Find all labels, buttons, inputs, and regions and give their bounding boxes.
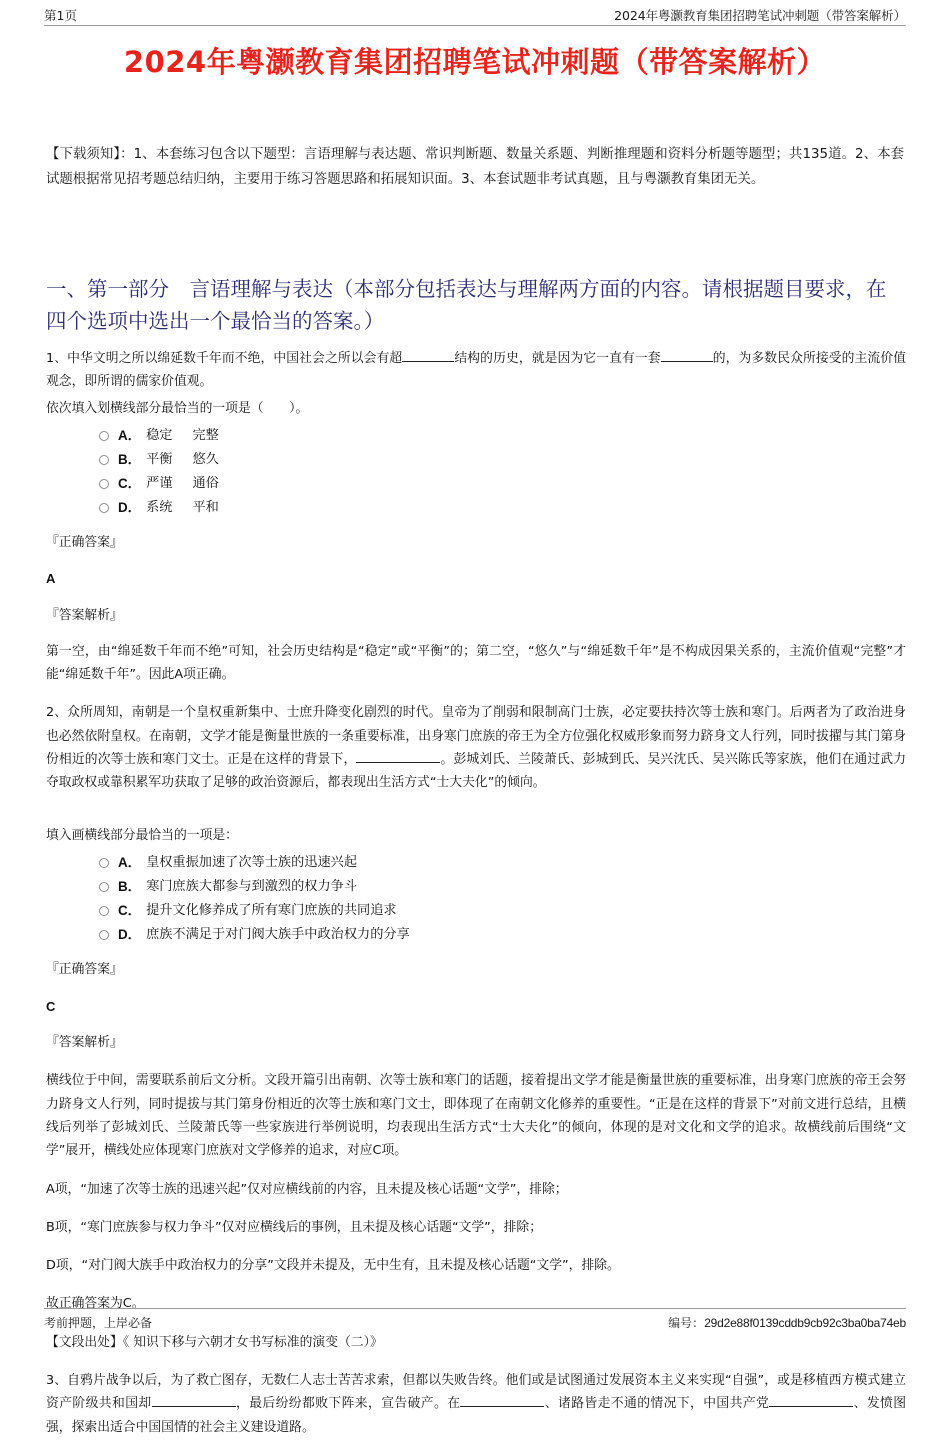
question-1-stem (46, 347, 906, 394)
question-1-answer-value: A (46, 570, 56, 586)
option-text-first: 平衡 (146, 451, 173, 467)
question-1-analysis-label: 『答案解析』 (46, 607, 123, 623)
option-text: 提升文化修养成了所有寒门庶族的共同追求 (146, 903, 397, 919)
option-letter: B． (118, 451, 142, 467)
running-header (44, 8, 906, 26)
radio-button-icon[interactable] (99, 455, 109, 465)
question-2-source: 【文段出处】《 知识下移与六朝才女书写标准的演变（二）》 (46, 1334, 383, 1350)
option-text-first: 系统 (146, 499, 173, 515)
q1-stem-part-a: 1、中华文明之所以绵延数千年而不绝，中国社会之所以会有超 (46, 351, 403, 366)
question-3 (46, 1369, 906, 1439)
question-1 (46, 347, 906, 686)
question-body (46, 347, 906, 1452)
option-letter: A． (118, 855, 142, 871)
footer-code-label: 编号： (668, 1316, 705, 1330)
option-b[interactable] (46, 448, 906, 472)
option-c[interactable] (46, 899, 906, 923)
option-text-first: 严谨 (146, 475, 173, 491)
q2-stem-part-a: 2、众所周知，南朝是一个皇权重新集中、士庶升降变化剧烈的时代。皇帝为了削弱和限制高门士族，必定要扶持次等士族和寒门。后两者为了政治进身也必然依附皇权。在南朝，文学才能是衡量世族的一条重要标准，出身寒门庶族的帝王为全方位强化权威形象而努力跻身文人行列，同时拔擢与其门第身份相近的次等士族和寒门文士。正是在这样的背景下， (46, 705, 906, 767)
question-2-analysis-label: 『答案解析』 (46, 1035, 123, 1051)
q3-stem-part-b: ，最后纷纷都败下阵来，宣告破产。在 (235, 1396, 461, 1412)
question-2-analysis-paragraph-4: D项，“对门阀大族手中政治权力的分享”文段并未提及，无中生有，且未提及核心话题“文学”，排除。 (46, 1258, 620, 1274)
option-text-second: 悠久 (192, 451, 219, 467)
radio-button-icon[interactable] (99, 431, 109, 441)
q3-blank-1 (152, 1406, 236, 1407)
section-heading-part-one: 一、第一部分 言语理解与表达（本部分包括表达与理解两方面的内容。请根据题目要求，在四个选项中选出一个最恰当的答案。） (46, 277, 887, 334)
download-notice: 【下载须知】：1、本套练习包含以下题型：言语理解与表达题、常识判断题、数量关系题、判断推理题和资料分析题等题型；共135道。2、本套试题根据常见招考题总结归纳，主要用于练习答题思路和拓展知识面。3、本套试题非考试真题，且与粤灏教育集团无关。 (46, 147, 904, 187)
option-text: 庶族不满足于对门阀大族手中政治权力的分享 (146, 927, 410, 943)
option-text-second: 通俗 (192, 475, 219, 491)
question-2-answer-label: 『正确答案』 (46, 962, 123, 978)
q2-blank-1 (356, 762, 440, 763)
q3-blank-2 (460, 1406, 544, 1407)
option-letter: D． (118, 927, 142, 943)
option-text: 寒门庶族大都参与到激烈的权力争斗 (146, 879, 358, 895)
question-2-analysis-paragraph-1: 横线位于中间，需要联系前后文分析。文段开篇引出南朝、次等士族和寒门的话题，接着提出文学才能是衡量世族的重要标准，出身寒门庶族的帝王会努力跻身文人行列，同时提拔与其门第身份相近的次等士族和寒门文士，即体现了在南朝文化修养的重要性。“正是在这样的背景下”对前文进行总结，且横线后列举了彭城刘氏、兰陵萧氏等一些家族进行举例说明，均表现出生活方式“士大夫化”的倾向，体现的是对文化和文学的追求。故横线前后围绕“文学”展开，横线处应体现寒门庶族对文学修养的追求，对应C项。 (46, 1073, 906, 1159)
footer-code-value: 29d2e88f0139cddb9cb92c3ba0ba74eb (704, 1316, 906, 1330)
option-a[interactable] (46, 851, 906, 875)
q1-stem-part-c: 的，为多数民众所接受的主流价值观念，即所谓的儒家价值观。 (46, 351, 906, 390)
question-2-analysis-conclusion: 故正确答案为C。 (46, 1296, 145, 1312)
q2-stem-part-c: 。彭城刘氏、兰陵萧氏、彭城到氏、吴兴沈氏、吴兴陈氏等家族，他们在通过武力夺取政权或靠积累军功获取了足够的政治资源后，都表现出生活方式“士大夫化”的倾向。 (46, 751, 907, 791)
running-header-title: 2024年粤灏教育集团招聘笔试冲刺题（带答案解析） (614, 8, 906, 23)
question-2-analysis-paragraph-3: B项，“寒门庶族参与权力争斗”仅对应横线后的事例，且未提及核心话题“文学”，排除； (46, 1219, 542, 1235)
option-letter: A． (118, 427, 142, 443)
option-text-first: 稳定 (146, 427, 173, 443)
radio-button-icon[interactable] (99, 479, 109, 489)
running-footer (44, 1308, 906, 1331)
q3-stem-part-c: 、诸路皆走不通的情况下，中国共产党 (544, 1396, 770, 1412)
radio-button-icon[interactable] (99, 858, 109, 868)
page-title: 2024年粤灏教育集团招聘笔试冲刺题（带答案解析） (123, 45, 827, 79)
q3-stem-part-d: 、发愤图强，探索出适合中国国情的社会主义建设道路。 (46, 1396, 907, 1435)
radio-button-icon[interactable] (99, 906, 109, 916)
q3-stem-part-a: 3、自鸦片战争以后，为了救亡图存，无数仁人志士苦苦求索，但都以失败告终。他们或是试图通过发展资本主义来实现“自强”，或是移植西方模式建立资产阶级共和国却 (46, 1372, 906, 1412)
question-2-analysis-paragraph-2: A项，“加速了次等士族的迅速兴起”仅对应横线前的内容，且未提及核心话题“文学”，排除； (46, 1181, 568, 1197)
question-1-prompt: 依次填入划横线部分最恰当的一项是（ ）。 (46, 400, 309, 416)
option-text-second: 完整 (192, 427, 219, 443)
option-b[interactable] (46, 875, 906, 899)
option-letter: D． (118, 499, 142, 515)
question-2-answer-value: C (46, 998, 56, 1014)
q1-blank-1 (402, 361, 454, 362)
question-2-stem (46, 701, 906, 794)
question-1-options (46, 424, 906, 520)
option-text: 皇权重振加速了次等士族的迅速兴起 (146, 855, 358, 871)
footer-slogan: 考前押题，上岸必备 (44, 1316, 153, 1330)
question-2-prompt: 填入画横线部分最恰当的一项是： (46, 828, 238, 844)
q1-stem-part-b: 结构的历史，就是因为它一直有一套 (454, 351, 661, 366)
option-a[interactable] (46, 424, 906, 448)
question-1-analysis-text: 第一空，由“绵延数千年而不绝”可知，社会历史结构是“稳定”或“平衡”的；第二空，“悠久”与“绵延数千年”是不构成因果关系的，主流价值观“完整”才能“绵延数千年”。因此A项正确。 (46, 643, 906, 682)
spacer (46, 807, 906, 824)
footer-code (668, 1314, 906, 1331)
option-letter: C． (118, 475, 142, 491)
radio-button-icon[interactable] (99, 930, 109, 940)
option-d[interactable] (46, 923, 906, 947)
q1-blank-2 (661, 361, 713, 362)
option-letter: B． (118, 879, 142, 895)
radio-button-icon[interactable] (99, 503, 109, 513)
option-letter: C． (118, 903, 142, 919)
question-2 (46, 701, 906, 1354)
question-2-options (46, 851, 906, 947)
question-1-answer-label: 『正确答案』 (46, 534, 123, 550)
page-number-label: 第1页 (44, 8, 77, 23)
question-3-stem (46, 1369, 906, 1439)
option-c[interactable] (46, 472, 906, 496)
q3-blank-3 (769, 1406, 853, 1407)
option-text-second: 平和 (192, 499, 219, 515)
radio-button-icon[interactable] (99, 882, 109, 892)
option-d[interactable] (46, 496, 906, 520)
